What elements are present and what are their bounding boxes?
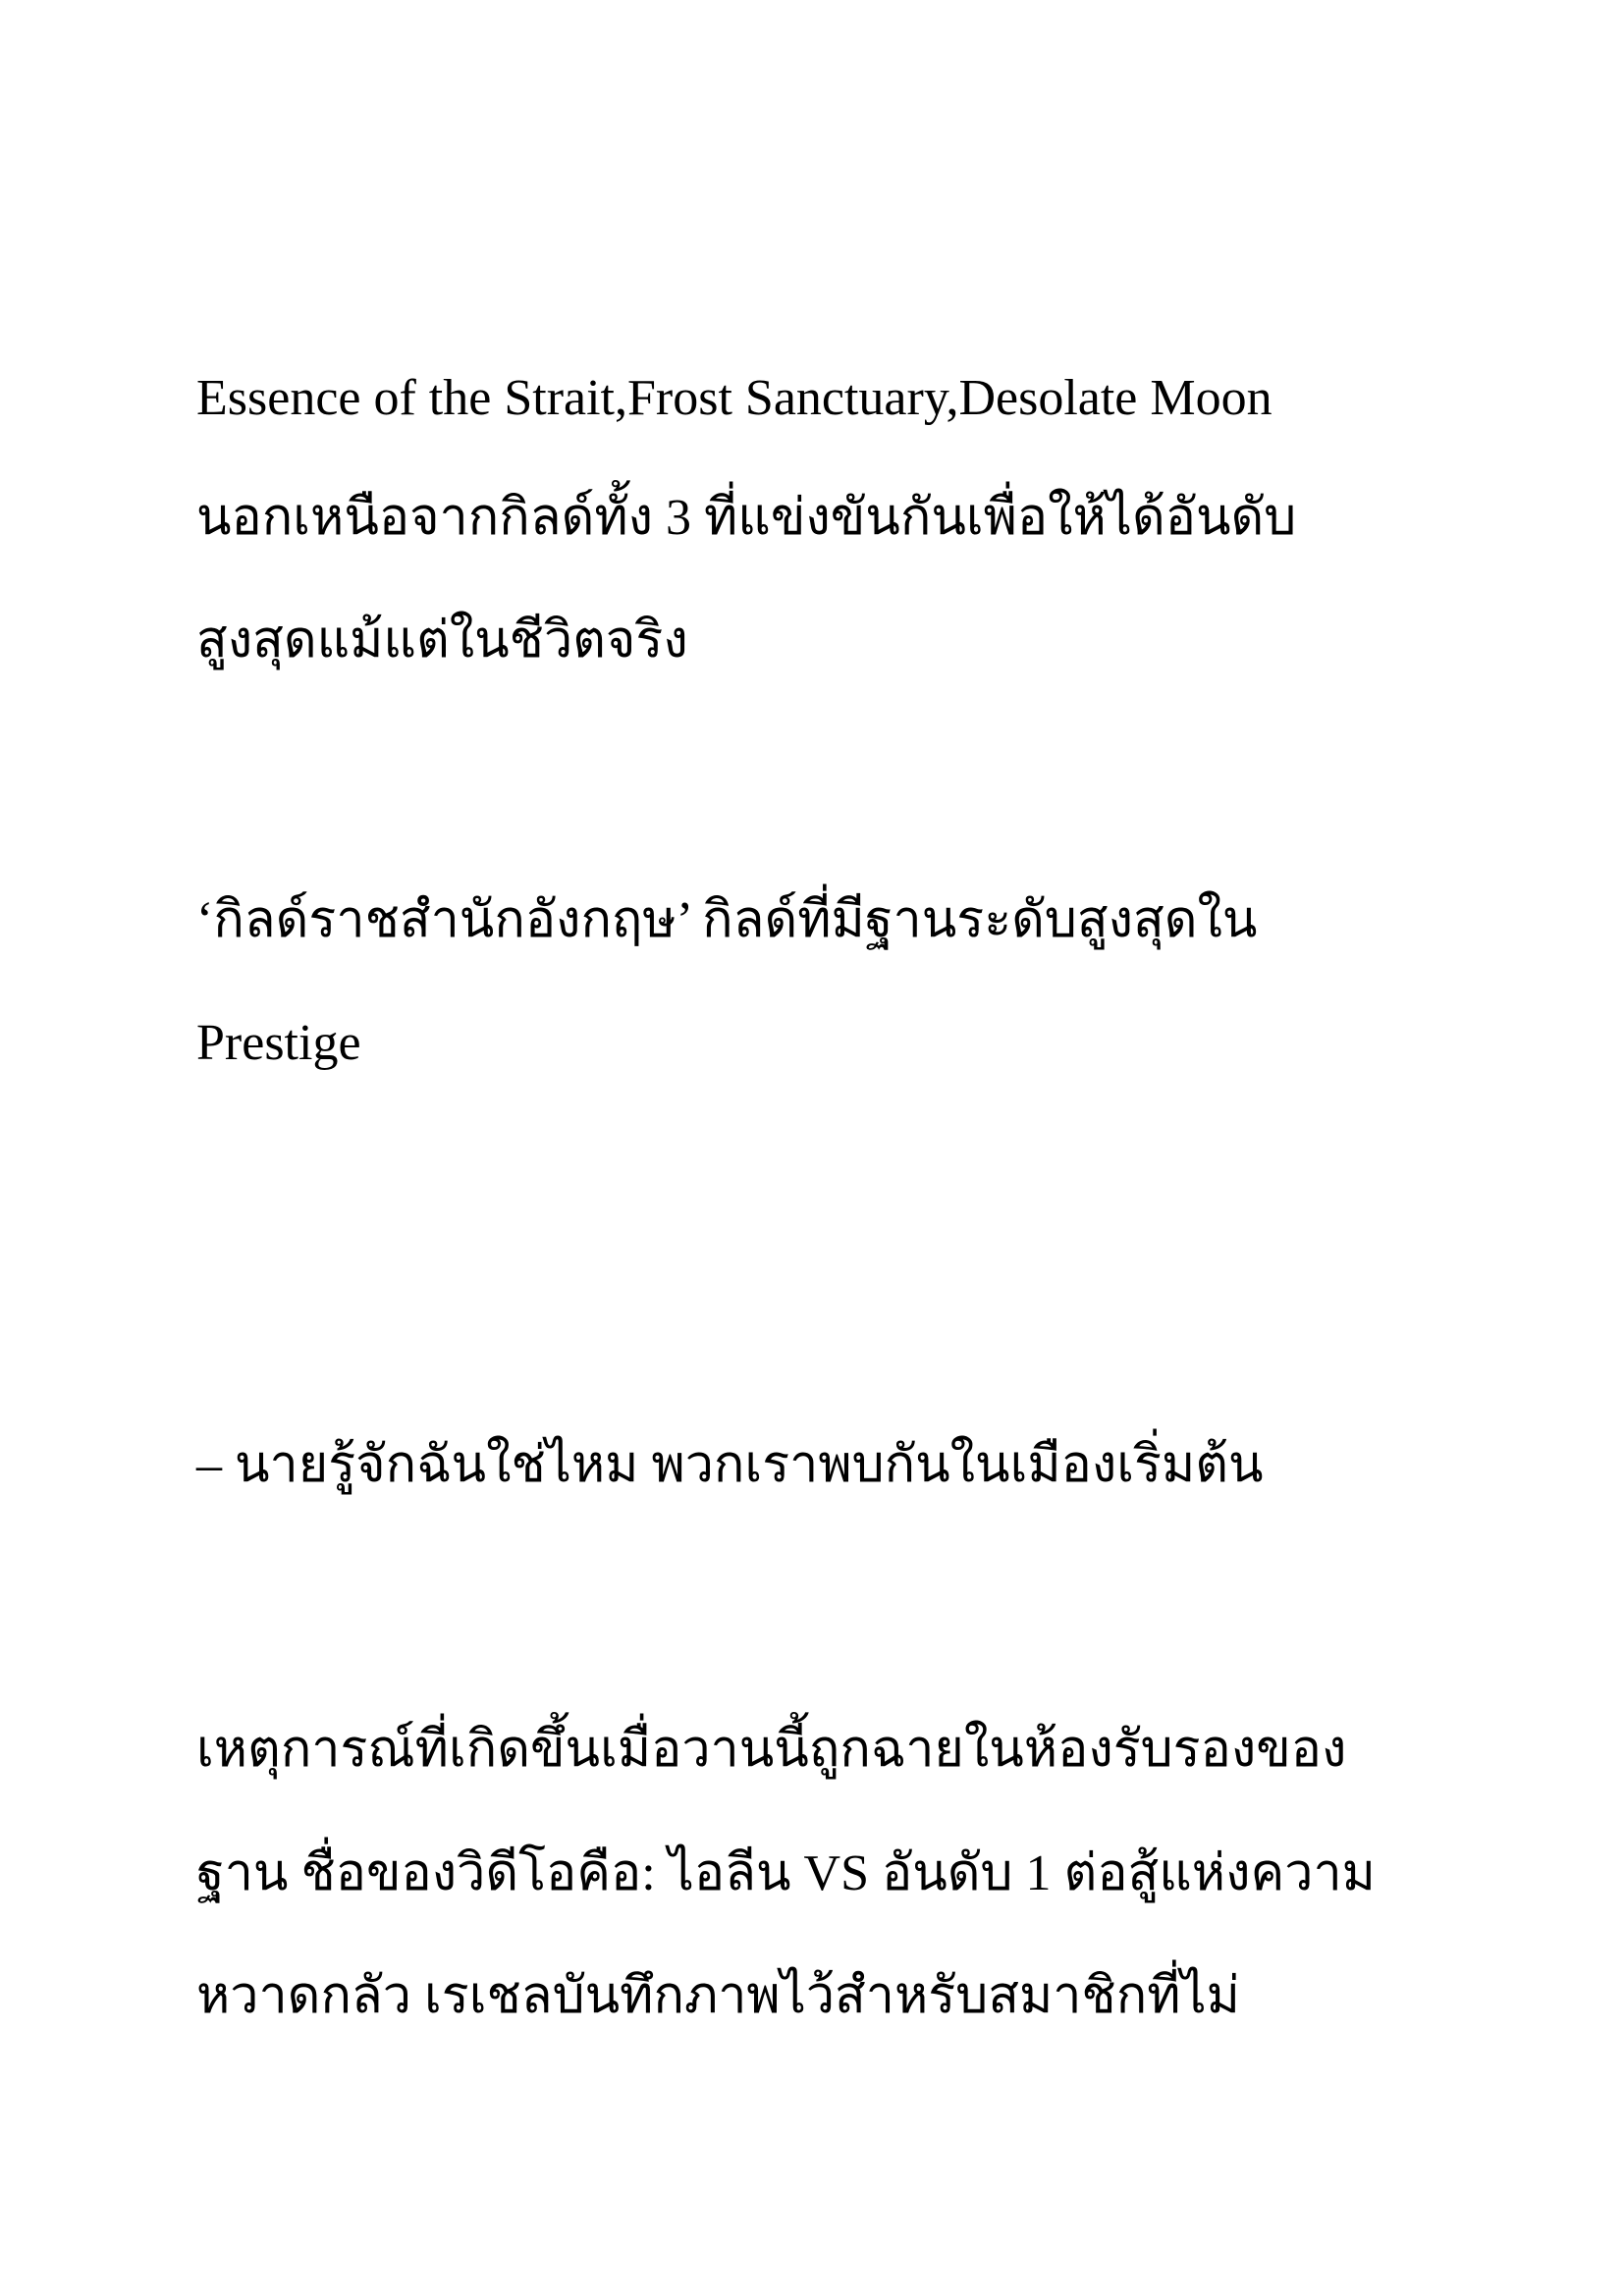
paragraph-1-line-3: สูงสุดแม้แต่ในชีวิตจริง [196, 613, 688, 668]
paragraph-4-line-2: ฐาน ชื่อของวิดีโอคือ: ไอลีน VS อันดับ 1 ต่อสู้แห่งความ [196, 1845, 1376, 1901]
paragraph-4-line-1: เหตุการณ์ที่เกิดขึ้นเมื่อวานนี้ถูกฉายในห้องรับรองของ [196, 1722, 1347, 1778]
paragraph-2-line-1: ‘กิลด์ราชสำนักอังกฤษ’ กิลด์ที่มีฐานระดับสูงสุดใน [196, 892, 1258, 948]
paragraph-1-line-2: นอกเหนือจากกิลด์ทั้ง 3 ที่แข่งขันกันเพื่อให้ได้อันดับ [196, 490, 1297, 546]
paragraph-1-line-1: Essence of the Strait,Frost Sanctuary,Desolate Moon [196, 370, 1272, 426]
paragraph-2-line-2: Prestige [196, 1015, 361, 1071]
paragraph-4-line-3: หวาดกลัว เรเชลบันทึกภาพไว้สำหรับสมาชิกที่ไม่ [196, 1968, 1240, 2024]
paragraph-3-line-1: – นายรู้จักฉันใช่ไหม พวกเราพบกันในเมืองเริ่มต้น [196, 1437, 1264, 1493]
